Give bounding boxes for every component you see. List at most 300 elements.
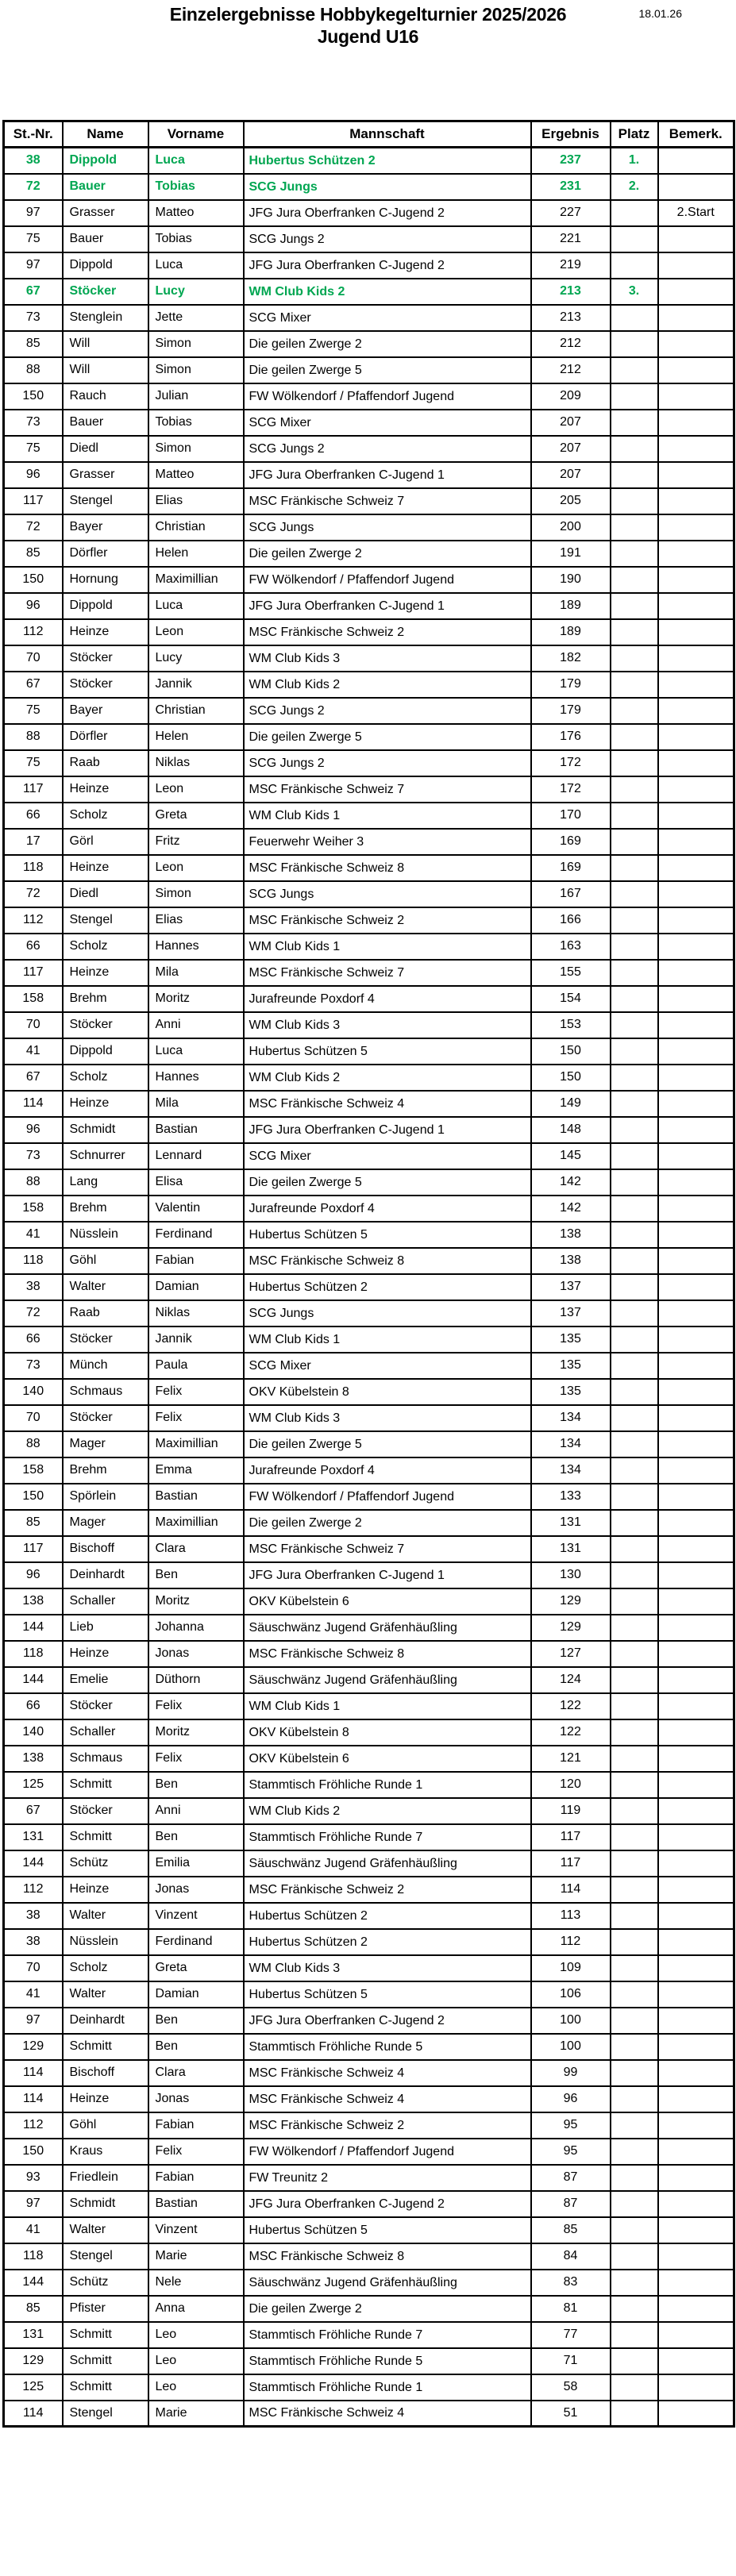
- column-header-first-name: Vorname: [148, 121, 244, 148]
- table-row: [4, 1196, 734, 1222]
- cell-last-name: Bischoff: [63, 1536, 148, 1562]
- cell-team: FW Wölkendorf / Pfaffendorf Jugend: [244, 2139, 531, 2165]
- table-row: [4, 2374, 734, 2401]
- table-row: [4, 2401, 734, 2427]
- cell-start-number: 38: [4, 1929, 63, 1955]
- cell-team: Die geilen Zwerge 5: [244, 724, 531, 750]
- cell-start-number: 41: [4, 2217, 63, 2243]
- cell-first-name: Anni: [148, 1012, 244, 1038]
- cell-start-number: 93: [4, 2165, 63, 2191]
- cell-place: [611, 2165, 658, 2191]
- cell-last-name: Heinze: [63, 1091, 148, 1117]
- cell-team: SCG Jungs 2: [244, 698, 531, 724]
- cell-team: JFG Jura Oberfranken C-Jugend 2: [244, 2191, 531, 2217]
- cell-team: WM Club Kids 2: [244, 1798, 531, 1824]
- cell-last-name: Heinze: [63, 1877, 148, 1903]
- cell-last-name: Bauer: [63, 410, 148, 436]
- cell-first-name: Nele: [148, 2270, 244, 2296]
- cell-result: 137: [531, 1300, 611, 1327]
- cell-last-name: Brehm: [63, 986, 148, 1012]
- cell-start-number: 96: [4, 593, 63, 619]
- cell-first-name: Helen: [148, 541, 244, 567]
- cell-first-name: Maximillian: [148, 567, 244, 593]
- table-row: [4, 331, 734, 357]
- cell-remark: [658, 1877, 734, 1903]
- cell-result: 190: [531, 567, 611, 593]
- cell-last-name: Scholz: [63, 1065, 148, 1091]
- cell-last-name: Brehm: [63, 1196, 148, 1222]
- cell-first-name: Lennard: [148, 1143, 244, 1169]
- cell-remark: [658, 1353, 734, 1379]
- cell-team: SCG Jungs: [244, 1300, 531, 1327]
- cell-result: 106: [531, 1981, 611, 2008]
- cell-team: WM Club Kids 3: [244, 1405, 531, 1431]
- report-date: 18.01.26: [638, 7, 682, 20]
- cell-place: [611, 1929, 658, 1955]
- cell-result: 155: [531, 960, 611, 986]
- cell-remark: [658, 1091, 734, 1117]
- table-row: [4, 645, 734, 672]
- cell-remark: [658, 1457, 734, 1484]
- cell-team: JFG Jura Oberfranken C-Jugend 2: [244, 200, 531, 226]
- cell-place: 1.: [611, 148, 658, 174]
- cell-remark: [658, 2112, 734, 2139]
- cell-start-number: 112: [4, 2112, 63, 2139]
- cell-start-number: 125: [4, 2374, 63, 2401]
- cell-start-number: 114: [4, 1091, 63, 1117]
- table-row: [4, 279, 734, 305]
- cell-last-name: Heinze: [63, 2086, 148, 2112]
- table-row: [4, 1824, 734, 1850]
- cell-start-number: 88: [4, 1431, 63, 1457]
- cell-result: 163: [531, 934, 611, 960]
- cell-start-number: 144: [4, 2270, 63, 2296]
- table-row: [4, 2060, 734, 2086]
- cell-first-name: Ben: [148, 1824, 244, 1850]
- cell-team: OKV Kübelstein 8: [244, 1379, 531, 1405]
- cell-start-number: 112: [4, 619, 63, 645]
- cell-team: WM Club Kids 1: [244, 934, 531, 960]
- cell-place: 2.: [611, 174, 658, 200]
- cell-remark: [658, 2401, 734, 2427]
- cell-first-name: Simon: [148, 881, 244, 907]
- cell-last-name: Raab: [63, 750, 148, 776]
- cell-result: 120: [531, 1772, 611, 1798]
- cell-remark: [658, 252, 734, 279]
- cell-remark: [658, 855, 734, 881]
- cell-place: [611, 1169, 658, 1196]
- cell-result: 221: [531, 226, 611, 252]
- cell-result: 209: [531, 383, 611, 410]
- cell-remark: [658, 462, 734, 488]
- cell-result: 227: [531, 200, 611, 226]
- cell-last-name: Pfister: [63, 2296, 148, 2322]
- cell-remark: [658, 410, 734, 436]
- cell-start-number: 129: [4, 2034, 63, 2060]
- cell-remark: [658, 2191, 734, 2217]
- cell-remark: [658, 1379, 734, 1405]
- cell-last-name: Heinze: [63, 960, 148, 986]
- table-body: [4, 148, 734, 2427]
- table-row: [4, 226, 734, 252]
- cell-first-name: Moritz: [148, 1588, 244, 1615]
- table-row: [4, 200, 734, 226]
- cell-first-name: Tobias: [148, 410, 244, 436]
- table-row: [4, 148, 734, 174]
- cell-start-number: 85: [4, 331, 63, 357]
- cell-start-number: 85: [4, 541, 63, 567]
- cell-result: 113: [531, 1903, 611, 1929]
- cell-place: [611, 1536, 658, 1562]
- cell-remark: [658, 279, 734, 305]
- cell-first-name: Luca: [148, 252, 244, 279]
- table-row: [4, 672, 734, 698]
- cell-team: MSC Fränkische Schweiz 2: [244, 1877, 531, 1903]
- cell-remark: [658, 1248, 734, 1274]
- table-row: [4, 750, 734, 776]
- cell-remark: [658, 2034, 734, 2060]
- cell-start-number: 72: [4, 514, 63, 541]
- cell-place: [611, 2296, 658, 2322]
- cell-team: SCG Jungs: [244, 881, 531, 907]
- cell-first-name: Maximillian: [148, 1431, 244, 1457]
- cell-last-name: Walter: [63, 1274, 148, 1300]
- cell-last-name: Walter: [63, 1981, 148, 2008]
- cell-result: 122: [531, 1693, 611, 1719]
- cell-place: [611, 2243, 658, 2270]
- cell-result: 169: [531, 855, 611, 881]
- cell-remark: [658, 1143, 734, 1169]
- cell-remark: [658, 383, 734, 410]
- cell-result: 134: [531, 1405, 611, 1431]
- cell-remark: [658, 1274, 734, 1300]
- cell-result: 134: [531, 1457, 611, 1484]
- cell-team: WM Club Kids 1: [244, 803, 531, 829]
- cell-place: [611, 750, 658, 776]
- cell-team: Jurafreunde Poxdorf 4: [244, 1457, 531, 1484]
- cell-start-number: 75: [4, 698, 63, 724]
- cell-remark: [658, 593, 734, 619]
- cell-result: 129: [531, 1615, 611, 1641]
- cell-team: Stammtisch Fröhliche Runde 5: [244, 2348, 531, 2374]
- cell-team: FW Wölkendorf / Pfaffendorf Jugend: [244, 1484, 531, 1510]
- cell-team: FW Wölkendorf / Pfaffendorf Jugend: [244, 567, 531, 593]
- cell-last-name: Dippold: [63, 1038, 148, 1065]
- cell-last-name: Friedlein: [63, 2165, 148, 2191]
- table-row: [4, 619, 734, 645]
- cell-result: 100: [531, 2034, 611, 2060]
- table-row: [4, 1484, 734, 1510]
- cell-last-name: Bischoff: [63, 2060, 148, 2086]
- table-row: [4, 2296, 734, 2322]
- table-row: [4, 1667, 734, 1693]
- cell-first-name: Ferdinand: [148, 1222, 244, 1248]
- table-header-row: [4, 121, 734, 148]
- table-row: [4, 1353, 734, 1379]
- cell-place: [611, 1091, 658, 1117]
- cell-remark: [658, 2348, 734, 2374]
- cell-result: 138: [531, 1222, 611, 1248]
- cell-start-number: 114: [4, 2401, 63, 2427]
- cell-result: 142: [531, 1196, 611, 1222]
- cell-remark: [658, 2086, 734, 2112]
- cell-first-name: Ferdinand: [148, 1929, 244, 1955]
- cell-team: MSC Fränkische Schweiz 8: [244, 855, 531, 881]
- cell-remark: [658, 567, 734, 593]
- table-row: [4, 960, 734, 986]
- table-row: [4, 1405, 734, 1431]
- cell-start-number: 73: [4, 1353, 63, 1379]
- cell-result: 71: [531, 2348, 611, 2374]
- cell-remark: [658, 541, 734, 567]
- cell-result: 189: [531, 619, 611, 645]
- cell-result: 127: [531, 1641, 611, 1667]
- cell-place: [611, 1641, 658, 1667]
- cell-start-number: 67: [4, 672, 63, 698]
- table-row: [4, 1510, 734, 1536]
- table-row: [4, 1588, 734, 1615]
- table-row: [4, 2270, 734, 2296]
- cell-last-name: Grasser: [63, 462, 148, 488]
- cell-last-name: Stengel: [63, 2401, 148, 2427]
- cell-last-name: Stöcker: [63, 279, 148, 305]
- cell-place: [611, 1405, 658, 1431]
- cell-first-name: Maximillian: [148, 1510, 244, 1536]
- cell-last-name: Mager: [63, 1431, 148, 1457]
- column-header-team: Mannschaft: [244, 121, 531, 148]
- table-row: [4, 1431, 734, 1457]
- cell-result: 109: [531, 1955, 611, 1981]
- report-header: [0, 0, 736, 47]
- cell-result: 207: [531, 410, 611, 436]
- cell-team: WM Club Kids 1: [244, 1327, 531, 1353]
- cell-place: [611, 1379, 658, 1405]
- table-row: [4, 1091, 734, 1117]
- cell-first-name: Tobias: [148, 174, 244, 200]
- cell-team: MSC Fränkische Schweiz 2: [244, 619, 531, 645]
- cell-place: [611, 1877, 658, 1903]
- cell-result: 121: [531, 1746, 611, 1772]
- cell-last-name: Schnurrer: [63, 1143, 148, 1169]
- cell-last-name: Stöcker: [63, 1012, 148, 1038]
- cell-start-number: 97: [4, 252, 63, 279]
- cell-team: Stammtisch Fröhliche Runde 7: [244, 1824, 531, 1850]
- cell-remark: [658, 803, 734, 829]
- cell-team: WM Club Kids 3: [244, 645, 531, 672]
- cell-last-name: Dörfler: [63, 724, 148, 750]
- cell-team: Die geilen Zwerge 2: [244, 1510, 531, 1536]
- cell-team: MSC Fränkische Schweiz 7: [244, 488, 531, 514]
- cell-place: [611, 1117, 658, 1143]
- cell-team: SCG Jungs 2: [244, 226, 531, 252]
- cell-result: 119: [531, 1798, 611, 1824]
- cell-place: [611, 960, 658, 986]
- cell-place: [611, 488, 658, 514]
- cell-first-name: Julian: [148, 383, 244, 410]
- cell-start-number: 96: [4, 462, 63, 488]
- cell-last-name: Bayer: [63, 514, 148, 541]
- cell-place: [611, 1955, 658, 1981]
- cell-result: 179: [531, 672, 611, 698]
- cell-first-name: Fabian: [148, 2112, 244, 2139]
- cell-place: [611, 1327, 658, 1353]
- cell-start-number: 67: [4, 1065, 63, 1091]
- cell-result: 231: [531, 174, 611, 200]
- cell-team: Hubertus Schützen 2: [244, 148, 531, 174]
- cell-place: [611, 1981, 658, 2008]
- cell-start-number: 129: [4, 2348, 63, 2374]
- cell-first-name: Mila: [148, 1091, 244, 1117]
- cell-last-name: Raab: [63, 1300, 148, 1327]
- cell-first-name: Ben: [148, 1562, 244, 1588]
- cell-last-name: Schütz: [63, 2270, 148, 2296]
- cell-first-name: Emilia: [148, 1850, 244, 1877]
- cell-team: Hubertus Schützen 5: [244, 1981, 531, 2008]
- cell-first-name: Matteo: [148, 200, 244, 226]
- table-row: [4, 488, 734, 514]
- cell-first-name: Elisa: [148, 1169, 244, 1196]
- cell-place: [611, 1196, 658, 1222]
- cell-remark: [658, 148, 734, 174]
- cell-place: [611, 567, 658, 593]
- cell-result: 149: [531, 1091, 611, 1117]
- cell-first-name: Paula: [148, 1353, 244, 1379]
- cell-result: 179: [531, 698, 611, 724]
- cell-remark: [658, 907, 734, 934]
- cell-remark: [658, 1510, 734, 1536]
- table-row: [4, 2112, 734, 2139]
- cell-start-number: 158: [4, 986, 63, 1012]
- cell-first-name: Fabian: [148, 2165, 244, 2191]
- table-row: [4, 907, 734, 934]
- cell-remark: [658, 1746, 734, 1772]
- cell-remark: [658, 724, 734, 750]
- cell-first-name: Luca: [148, 593, 244, 619]
- cell-last-name: Münch: [63, 1353, 148, 1379]
- cell-result: 150: [531, 1038, 611, 1065]
- cell-team: SCG Mixer: [244, 1353, 531, 1379]
- cell-remark: [658, 1929, 734, 1955]
- cell-first-name: Bastian: [148, 1117, 244, 1143]
- cell-last-name: Stenglein: [63, 305, 148, 331]
- cell-team: WM Club Kids 2: [244, 279, 531, 305]
- table-row: [4, 1300, 734, 1327]
- cell-start-number: 67: [4, 1798, 63, 1824]
- cell-first-name: Marie: [148, 2401, 244, 2427]
- cell-last-name: Emelie: [63, 1667, 148, 1693]
- cell-last-name: Scholz: [63, 1955, 148, 1981]
- cell-remark: [658, 1484, 734, 1510]
- cell-last-name: Diedl: [63, 881, 148, 907]
- cell-result: 182: [531, 645, 611, 672]
- cell-start-number: 131: [4, 1824, 63, 1850]
- cell-remark: [658, 986, 734, 1012]
- cell-result: 138: [531, 1248, 611, 1274]
- cell-remark: [658, 1431, 734, 1457]
- cell-first-name: Tobias: [148, 226, 244, 252]
- cell-place: [611, 2322, 658, 2348]
- cell-place: [611, 1222, 658, 1248]
- cell-start-number: 114: [4, 2086, 63, 2112]
- cell-remark: [658, 1196, 734, 1222]
- cell-place: [611, 1431, 658, 1457]
- cell-first-name: Felix: [148, 1746, 244, 1772]
- table-row: [4, 1248, 734, 1274]
- cell-start-number: 150: [4, 2139, 63, 2165]
- cell-result: 124: [531, 1667, 611, 1693]
- cell-team: SCG Mixer: [244, 410, 531, 436]
- cell-team: Säuschwänz Jugend Gräfenhäußling: [244, 1615, 531, 1641]
- results-table: [2, 120, 735, 2428]
- cell-result: 154: [531, 986, 611, 1012]
- cell-last-name: Deinhardt: [63, 1562, 148, 1588]
- cell-place: [611, 1510, 658, 1536]
- cell-remark: [658, 1562, 734, 1588]
- cell-remark: [658, 1038, 734, 1065]
- cell-last-name: Schmitt: [63, 2374, 148, 2401]
- cell-start-number: 118: [4, 1641, 63, 1667]
- cell-result: 77: [531, 2322, 611, 2348]
- cell-start-number: 112: [4, 907, 63, 934]
- cell-team: WM Club Kids 2: [244, 672, 531, 698]
- cell-result: 172: [531, 750, 611, 776]
- cell-start-number: 73: [4, 410, 63, 436]
- cell-team: JFG Jura Oberfranken C-Jugend 1: [244, 1117, 531, 1143]
- table-row: [4, 803, 734, 829]
- cell-first-name: Helen: [148, 724, 244, 750]
- cell-team: MSC Fränkische Schweiz 8: [244, 2243, 531, 2270]
- cell-result: 117: [531, 1824, 611, 1850]
- cell-remark: [658, 1065, 734, 1091]
- cell-start-number: 85: [4, 1510, 63, 1536]
- cell-place: [611, 1300, 658, 1327]
- table-row: [4, 514, 734, 541]
- cell-last-name: Spörlein: [63, 1484, 148, 1510]
- cell-team: WM Club Kids 3: [244, 1955, 531, 1981]
- cell-start-number: 138: [4, 1746, 63, 1772]
- table-row: [4, 541, 734, 567]
- table-row: [4, 1327, 734, 1353]
- cell-last-name: Will: [63, 331, 148, 357]
- cell-remark: [658, 1903, 734, 1929]
- cell-first-name: Niklas: [148, 1300, 244, 1327]
- table-row: [4, 1641, 734, 1667]
- cell-result: 205: [531, 488, 611, 514]
- cell-remark: [658, 2139, 734, 2165]
- cell-team: OKV Kübelstein 6: [244, 1746, 531, 1772]
- cell-start-number: 66: [4, 934, 63, 960]
- cell-result: 87: [531, 2165, 611, 2191]
- table-row: [4, 1169, 734, 1196]
- table-row: [4, 383, 734, 410]
- column-header-place: Platz: [611, 121, 658, 148]
- cell-last-name: Stöcker: [63, 1405, 148, 1431]
- table-row: [4, 2243, 734, 2270]
- cell-start-number: 118: [4, 1248, 63, 1274]
- cell-start-number: 150: [4, 383, 63, 410]
- cell-last-name: Dörfler: [63, 541, 148, 567]
- cell-team: Stammtisch Fröhliche Runde 7: [244, 2322, 531, 2348]
- cell-team: Stammtisch Fröhliche Runde 1: [244, 2374, 531, 2401]
- table-row: [4, 724, 734, 750]
- table-row: [4, 881, 734, 907]
- cell-first-name: Bastian: [148, 1484, 244, 1510]
- table-row: [4, 174, 734, 200]
- cell-remark: [658, 1327, 734, 1353]
- table-row: [4, 776, 734, 803]
- table-row: [4, 698, 734, 724]
- cell-remark: [658, 1824, 734, 1850]
